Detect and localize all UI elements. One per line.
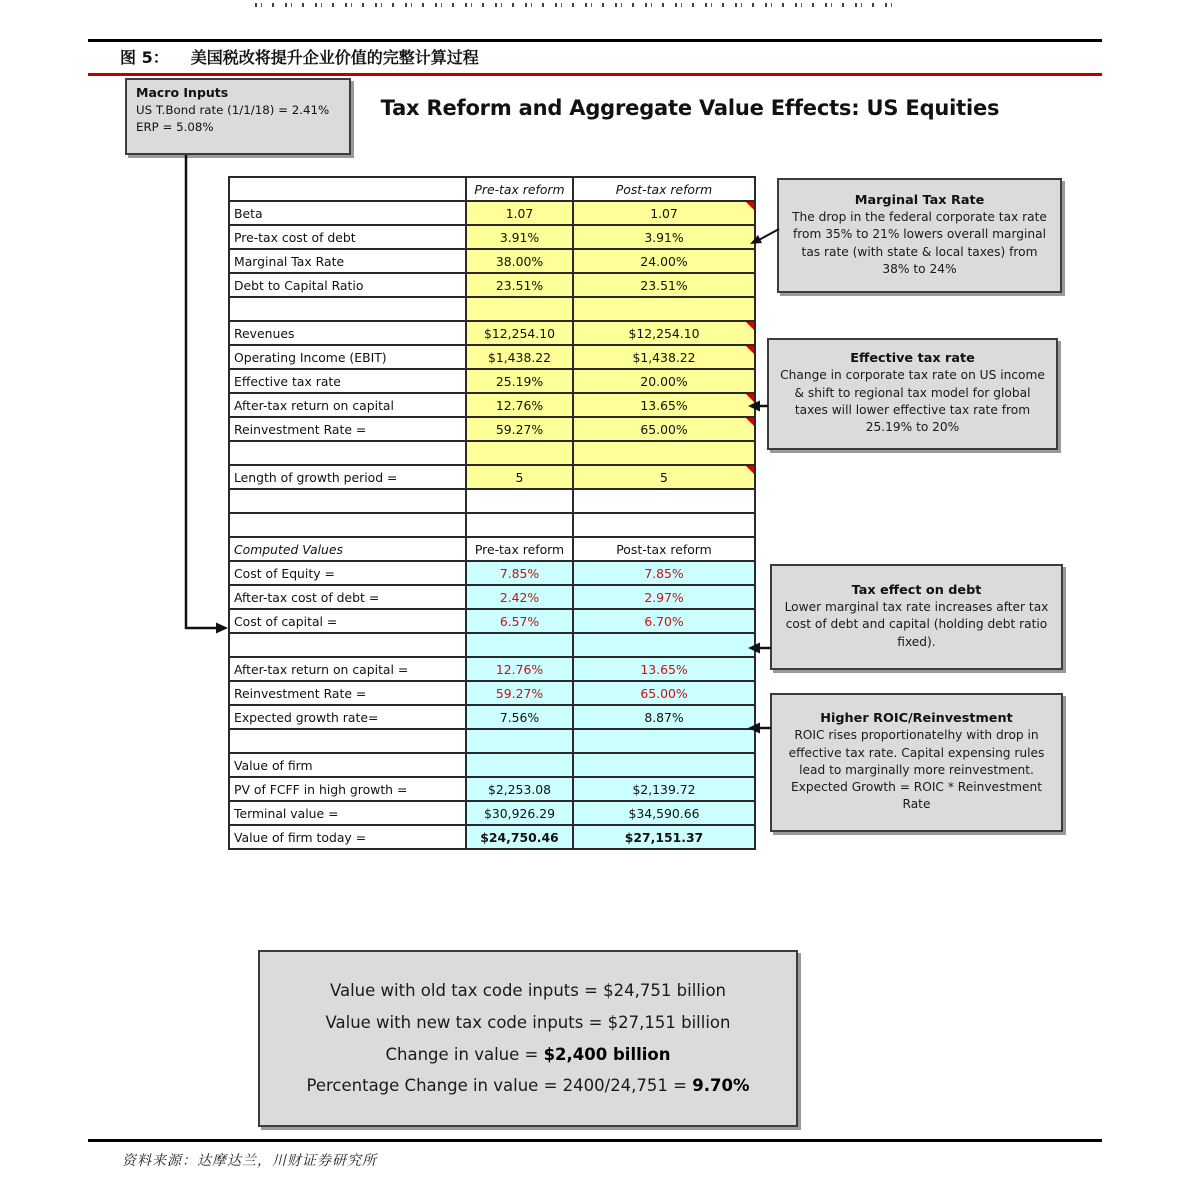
table-row xyxy=(229,513,755,537)
callout-title: Tax effect on debt xyxy=(851,583,982,598)
post-tax-cell: Post-tax reform xyxy=(573,177,755,201)
table-row xyxy=(229,441,755,465)
clipped-text-remnant xyxy=(255,3,895,7)
pre-tax-cell: 1.07 xyxy=(466,201,573,225)
row-label-cell: Expected growth rate= xyxy=(229,705,466,729)
figure-header xyxy=(120,45,479,68)
table-row xyxy=(229,465,755,489)
source-note: 资料来源：达摩达兰，川财证券研究所 xyxy=(122,1153,377,1169)
row-label-cell: Cost of Equity = xyxy=(229,561,466,585)
summary-line: Change in value = $2,400 billion xyxy=(385,1044,671,1064)
callout-title: Marginal Tax Rate xyxy=(854,192,985,208)
macro-connector-arrowhead xyxy=(216,623,228,634)
post-tax-cell xyxy=(573,513,755,537)
table-row xyxy=(229,225,755,249)
table-row xyxy=(229,489,755,513)
summary-line: Percentage Change in value = 2400/24,751 = 9.70% xyxy=(306,1076,750,1096)
pre-tax-cell xyxy=(466,489,573,513)
pre-tax-cell: 38.00% xyxy=(466,249,573,273)
table-row xyxy=(229,585,755,609)
pre-tax-cell: 12.76% xyxy=(466,657,573,681)
macro-erp: ERP = 5.08% xyxy=(136,120,214,135)
table-row xyxy=(229,657,755,681)
table-row xyxy=(229,777,755,801)
row-label-cell xyxy=(229,513,466,537)
row-label-cell xyxy=(229,633,466,657)
pre-tax-cell xyxy=(466,441,573,465)
row-label-cell: PV of FCFF in high growth = xyxy=(229,777,466,801)
pre-tax-cell: 6.57% xyxy=(466,609,573,633)
pre-tax-cell: 59.27% xyxy=(466,417,573,441)
table-row xyxy=(229,705,755,729)
callout-higher-roic-reinvestment xyxy=(770,693,1063,832)
post-tax-cell: 20.00% xyxy=(573,369,755,393)
post-tax-cell xyxy=(573,729,755,753)
pre-tax-cell: 7.85% xyxy=(466,561,573,585)
table-row xyxy=(229,273,755,297)
row-label-cell: Value of firm xyxy=(229,753,466,777)
pre-tax-cell xyxy=(466,297,573,321)
post-tax-cell: 6.70% xyxy=(573,609,755,633)
bottom-rule xyxy=(88,1139,1102,1142)
callout-effective-tax-rate xyxy=(767,338,1058,450)
pre-tax-cell: Pre-tax reform xyxy=(466,177,573,201)
pre-tax-cell: 3.91% xyxy=(466,225,573,249)
figure-title: 美国税改将提升企业价值的完整计算过程 xyxy=(190,48,479,67)
post-tax-cell xyxy=(573,753,755,777)
row-label-cell xyxy=(229,729,466,753)
pre-tax-cell: $12,254.10 xyxy=(466,321,573,345)
post-tax-cell: 13.65% xyxy=(573,393,755,417)
row-label-cell: Value of firm today = xyxy=(229,825,466,849)
pre-tax-cell xyxy=(466,513,573,537)
macro-connector-line xyxy=(186,155,216,628)
callout-tax-effect-on-debt xyxy=(770,564,1063,670)
macro-inputs-title: Macro Inputs xyxy=(136,85,229,100)
post-tax-cell xyxy=(573,633,755,657)
row-label-cell: Computed Values xyxy=(229,537,466,561)
table-row xyxy=(229,201,755,225)
post-tax-cell: $2,139.72 xyxy=(573,777,755,801)
row-label-cell: Revenues xyxy=(229,321,466,345)
row-label-cell: Effective tax rate xyxy=(229,369,466,393)
post-tax-cell: $34,590.66 xyxy=(573,801,755,825)
row-label-cell: Pre-tax cost of debt xyxy=(229,225,466,249)
valuation-table xyxy=(228,176,756,850)
post-tax-cell: $12,254.10 xyxy=(573,321,755,345)
summary-line: Value with old tax code inputs = $24,751 billion xyxy=(329,981,727,1001)
row-label-cell: Length of growth period = xyxy=(229,465,466,489)
top-rule xyxy=(88,39,1102,42)
pre-tax-cell xyxy=(466,633,573,657)
post-tax-cell: 5 xyxy=(573,465,755,489)
callout-body: Lower marginal tax rate increases after tax cost of debt and capital (holding debt ratio fixed). xyxy=(784,600,1049,649)
post-tax-cell: 23.51% xyxy=(573,273,755,297)
post-tax-cell: 24.00% xyxy=(573,249,755,273)
post-tax-cell: 65.00% xyxy=(573,417,755,441)
pre-tax-cell: 25.19% xyxy=(466,369,573,393)
row-label-cell: Terminal value = xyxy=(229,801,466,825)
pre-tax-cell: 5 xyxy=(466,465,573,489)
pre-tax-cell: 7.56% xyxy=(466,705,573,729)
row-label-cell xyxy=(229,489,466,513)
table-row xyxy=(229,345,755,369)
table-row xyxy=(229,825,755,849)
callout-title: Higher ROIC/Reinvestment xyxy=(820,711,1013,727)
marginal-arrow-line xyxy=(757,229,779,241)
row-label-cell: After-tax return on capital = xyxy=(229,657,466,681)
row-label-cell xyxy=(229,441,466,465)
table-row xyxy=(229,633,755,657)
pre-tax-cell: 59.27% xyxy=(466,681,573,705)
row-label-cell: Operating Income (EBIT) xyxy=(229,345,466,369)
figure-label: 图 5： xyxy=(120,48,169,67)
table-row xyxy=(229,537,755,561)
callout-title: Effective tax rate xyxy=(850,351,975,367)
callout-body: The drop in the federal corporate tax rate from 35% to 21% lowers overall marginal tas rate (with state & local taxes) from 38% to 24% xyxy=(792,209,1047,276)
pre-tax-cell: 23.51% xyxy=(466,273,573,297)
macro-tbond-rate: US T.Bond rate (1/1/18) = 2.41% xyxy=(136,103,330,117)
post-tax-cell: Post-tax reform xyxy=(573,537,755,561)
pre-tax-cell: $2,253.08 xyxy=(466,777,573,801)
post-tax-cell: 1.07 xyxy=(573,201,755,225)
post-tax-cell: 13.65% xyxy=(573,657,755,681)
pre-tax-cell: $24,750.46 xyxy=(466,825,573,849)
table-row xyxy=(229,177,755,201)
table-row xyxy=(229,297,755,321)
post-tax-cell: 8.87% xyxy=(573,705,755,729)
post-tax-cell: 2.97% xyxy=(573,585,755,609)
table-row xyxy=(229,801,755,825)
post-tax-cell: 3.91% xyxy=(573,225,755,249)
row-label-cell xyxy=(229,177,466,201)
table-row xyxy=(229,249,755,273)
post-tax-cell: 65.00% xyxy=(573,681,755,705)
row-label-cell: Marginal Tax Rate xyxy=(229,249,466,273)
row-label-cell: Beta xyxy=(229,201,466,225)
row-label-cell: After-tax return on capital xyxy=(229,393,466,417)
row-label-cell xyxy=(229,297,466,321)
row-label-cell: After-tax cost of debt = xyxy=(229,585,466,609)
table-row xyxy=(229,321,755,345)
pre-tax-cell: $1,438.22 xyxy=(466,345,573,369)
table-row xyxy=(229,753,755,777)
table-row xyxy=(229,609,755,633)
title-underline-rule xyxy=(88,73,1102,76)
pre-tax-cell: 2.42% xyxy=(466,585,573,609)
post-tax-cell: $27,151.37 xyxy=(573,825,755,849)
post-tax-cell xyxy=(573,441,755,465)
value-change-summary-box xyxy=(258,950,798,1127)
callout-marginal-tax-rate xyxy=(777,178,1062,293)
summary-line: Value with new tax code inputs = $27,151 billion xyxy=(325,1012,731,1032)
row-label-cell: Reinvestment Rate = xyxy=(229,417,466,441)
pre-tax-cell: Pre-tax reform xyxy=(466,537,573,561)
exhibit-title: Tax Reform and Aggregate Value Effects: US Equities xyxy=(380,96,1000,120)
table-row xyxy=(229,393,755,417)
row-label-cell: Reinvestment Rate = xyxy=(229,681,466,705)
post-tax-cell xyxy=(573,297,755,321)
macro-inputs-box xyxy=(125,78,351,155)
table-row xyxy=(229,369,755,393)
post-tax-cell: 7.85% xyxy=(573,561,755,585)
pre-tax-cell: 12.76% xyxy=(466,393,573,417)
table-row xyxy=(229,417,755,441)
callout-body: ROIC rises proportionatelhy with drop in effective tax rate. Capital expensing rules lead to marginally more reinvestment. Expected Growth = ROIC * Reinvestment Rate xyxy=(788,728,1045,812)
row-label-cell: Debt to Capital Ratio xyxy=(229,273,466,297)
table-row xyxy=(229,681,755,705)
pre-tax-cell: $30,926.29 xyxy=(466,801,573,825)
table-row xyxy=(229,561,755,585)
callout-body: Change in corporate tax rate on US income & shift to regional tax model for global taxes will lower effective tax rate from 25.19% to 20% xyxy=(780,368,1045,435)
post-tax-cell xyxy=(573,489,755,513)
table-row xyxy=(229,729,755,753)
row-label-cell: Cost of capital = xyxy=(229,609,466,633)
pre-tax-cell xyxy=(466,753,573,777)
post-tax-cell: $1,438.22 xyxy=(573,345,755,369)
pre-tax-cell xyxy=(466,729,573,753)
